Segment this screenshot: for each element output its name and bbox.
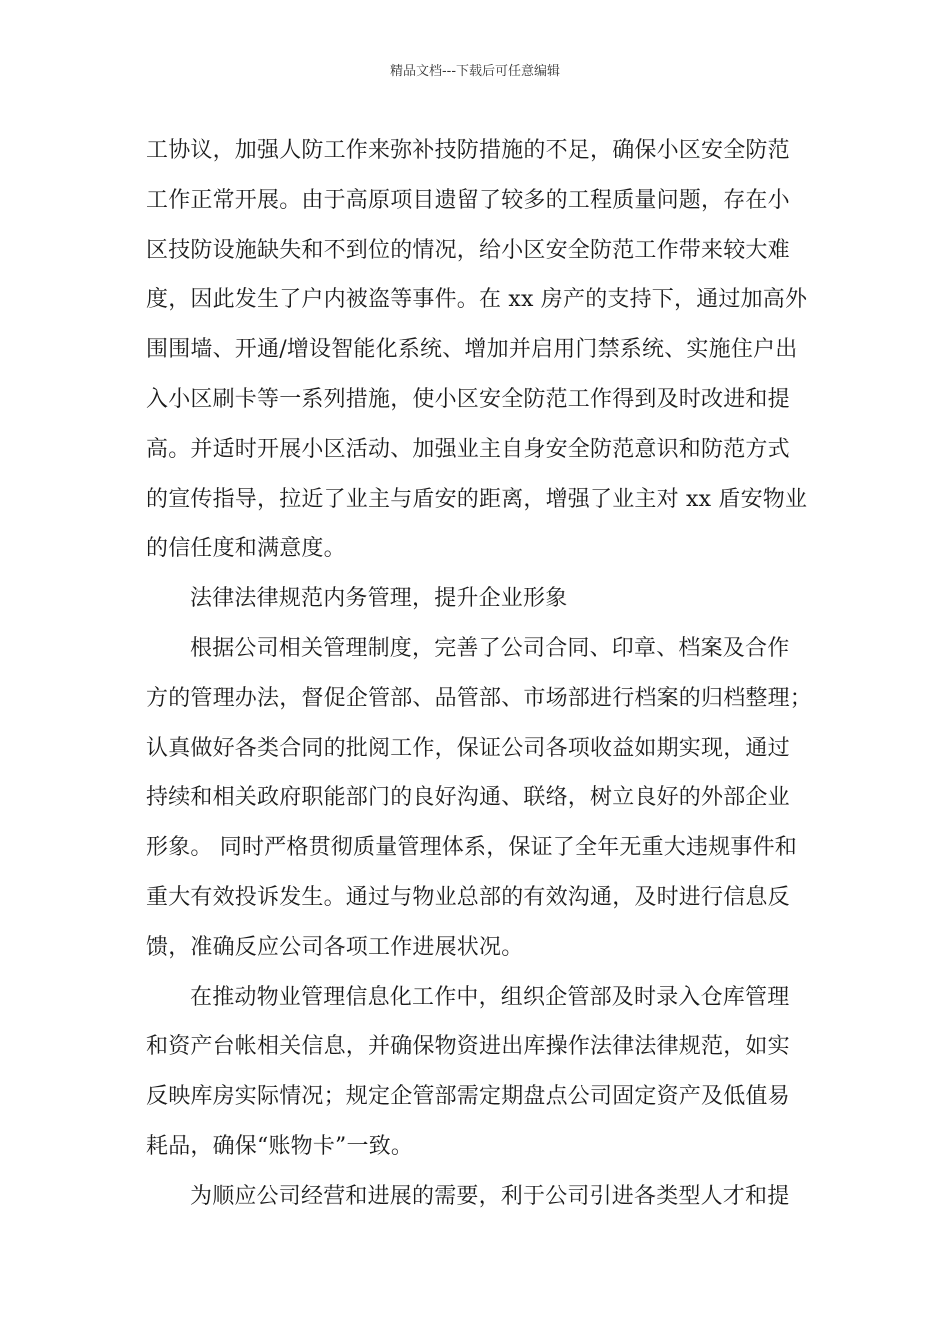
text-line: 在推动物业管理信息化工作中，组织企管部及时录入仓库管理 xyxy=(190,984,790,1010)
text-line: 和资产台帐相关信息，并确保物资进出库操作法律法律规范，如实 xyxy=(146,1034,790,1060)
text-line: 方的管理办法，督促企管部、品管部、市场部进行档案的归档整理； xyxy=(146,685,813,711)
text-line: 根据公司相关管理制度，完善了公司合同、印章、档案及合作 xyxy=(190,635,790,661)
text-line: 区技防设施缺失和不到位的情况，给小区安全防范工作带来较大难 xyxy=(146,237,790,263)
text-line: 入小区刷卡等一系列措施，使小区安全防范工作得到及时改进和提 xyxy=(146,386,790,412)
text-line: 馈，准确反应公司各项工作进展状况。 xyxy=(146,934,524,960)
text-line: 工作正常开展。由于高原项目遗留了较多的工程质量问题，存在小 xyxy=(146,187,790,213)
text-line: 认真做好各类合同的批阅工作，保证公司各项收益如期实现，通过 xyxy=(146,735,790,761)
text-line: 耗品，确保“账物卡”一致。 xyxy=(146,1133,414,1159)
text-line: 度，因此发生了户内被盗等事件。在 xx 房产的支持下，通过加高外 xyxy=(146,287,808,313)
document-body xyxy=(146,126,813,1222)
page-header: 精品文档---下载后可任意编辑 xyxy=(389,64,561,79)
text-line: 高。并适时开展小区活动、加强业主自身安全防范意识和防范方式 xyxy=(146,436,790,462)
text-line: 反映库房实际情况；规定企管部需定期盘点公司固定资产及低值易 xyxy=(146,1084,790,1110)
text-line: 的信任度和满意度。 xyxy=(146,536,346,562)
text-line: 为顺应公司经营和进展的需要，利于公司引进各类型人才和提 xyxy=(190,1183,790,1209)
section-heading: 法律法律规范内务管理，提升企业形象 xyxy=(190,586,568,612)
text-line: 的宣传指导，拉近了业主与盾安的距离，增强了业主对 xx 盾安物业 xyxy=(146,486,808,512)
text-line: 围围墙、开通/增设智能化系统、增加并启用门禁系统、实施住户出 xyxy=(146,337,798,363)
text-line: 工协议，加强人防工作来弥补技防措施的不足，确保小区安全防范 xyxy=(146,138,790,163)
text-line: 重大有效投诉发生。通过与物业总部的有效沟通，及时进行信息反 xyxy=(146,884,790,910)
text-line: 持续和相关政府职能部门的良好沟通、联络，树立良好的外部企业 xyxy=(146,785,790,811)
text-line: 形象。 同时严格贯彻质量管理体系，保证了全年无重大违规事件和 xyxy=(146,835,797,861)
